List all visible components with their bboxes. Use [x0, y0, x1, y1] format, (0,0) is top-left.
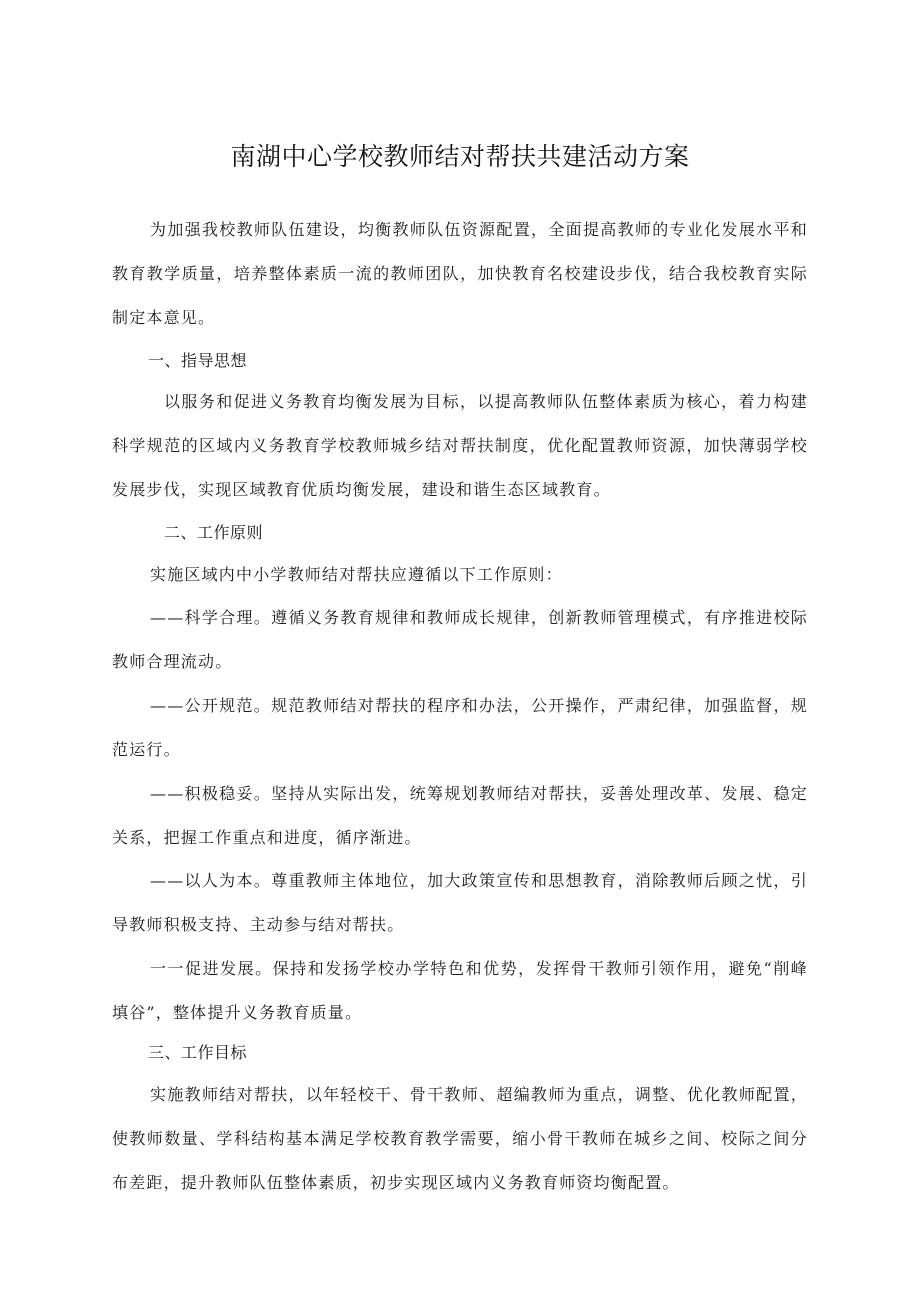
work-principles-intro: 实施区域内中小学教师结对帮扶应遵循以下工作原则： — [150, 565, 563, 584]
intro-paragraph: 为加强我校教师队伍建设，均衡教师队伍资源配置，全面提高教师的专业化发展水平和教育教学质量，培养整体素质一流的教师团队，加快教育名校建设步伐，结合我校教育实际制定本意见。 — [112, 220, 808, 327]
principle-development: 一一促进发展。保持和发扬学校办学特色和优势，发挥骨干教师引领作用，避免“削峰填谷”，整体提升义务教育质量。 — [112, 959, 808, 1022]
section-heading-work-goals: 三、工作目标 — [148, 1043, 248, 1062]
principle-people-oriented: ——以人为本。尊重教师主体地位，加大政策宣传和思想教育，消除教师后顾之忧，引导教师积极支持、主动参与结对帮扶。 — [112, 871, 808, 934]
principle-open-standard: ——公开规范。规范教师结对帮扶的程序和办法，公开操作，严肃纪律，加强监督，规范运行。 — [112, 696, 808, 759]
work-goals-paragraph: 实施教师结对帮扶，以年轻校干、骨干教师、超编教师为重点，调整、优化教师配置，使教师数量、学科结构基本满足学校教育教学需要，缩小骨干教师在城乡之间、校际之间分布差距，提升教师队伍整体素质，初步实现区域内义务教育师资均衡配置。 — [112, 1085, 808, 1192]
section-heading-work-principles: 二、工作原则 — [164, 523, 264, 542]
section-heading-guiding-ideology: 一、指导思想 — [148, 351, 248, 370]
principle-steady: ——积极稳妥。坚持从实际出发，统筹规划教师结对帮扶，妥善处理改革、发展、稳定关系，把握工作重点和进度，循序渐进。 — [112, 784, 808, 847]
document-title: 南湖中心学校教师结对帮扶共建活动方案 — [230, 141, 690, 171]
principle-scientific: ——科学合理。遵循义务教育规律和教师成长规律，创新教师管理模式，有序推进校际教师合理流动。 — [112, 608, 808, 671]
guiding-ideology-paragraph: 以服务和促进义务教育均衡发展为目标，以提高教师队伍整体素质为核心，着力构建科学规范的区域内义务教育学校教师城乡结对帮扶制度，优化配置教师资源，加快薄弱学校发展步伐，实现区域教育优质均衡发展，建设和谐生态区域教育。 — [112, 392, 808, 499]
